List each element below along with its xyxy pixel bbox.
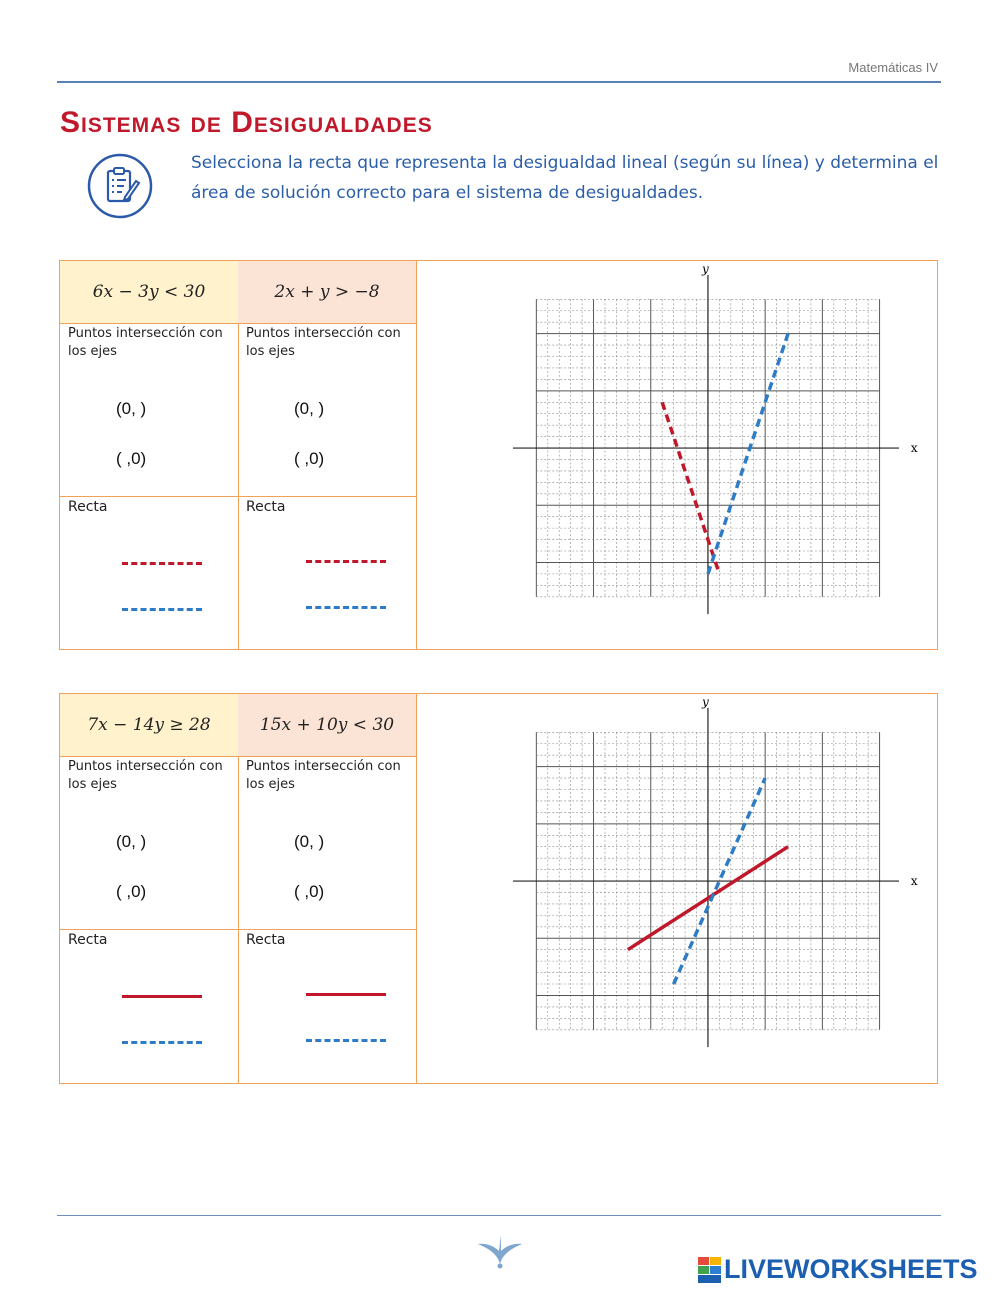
line-choice-cell xyxy=(60,929,238,1083)
footer-rule xyxy=(57,1215,941,1216)
line-choice-cell xyxy=(238,496,416,649)
red-dashed-graph-line xyxy=(662,402,719,574)
line-choice-cell xyxy=(60,496,238,649)
blue-dashed-line-option[interactable] xyxy=(306,1039,386,1042)
clipboard-checklist-icon xyxy=(84,151,156,221)
bird-logo-icon xyxy=(470,1230,530,1270)
line-choice-label: Recta xyxy=(68,932,108,948)
coordinate-graph[interactable] xyxy=(460,261,938,649)
line-choice-cell xyxy=(238,929,416,1083)
y-intercept-answer[interactable]: (0, ) xyxy=(116,832,147,851)
x-axis-label: x xyxy=(910,874,918,889)
exercise-2 xyxy=(59,693,938,1084)
inequality-column-1 xyxy=(60,694,239,1083)
liveworksheets-logo-icon xyxy=(698,1257,722,1283)
x-intercept-answer[interactable]: ( ,0) xyxy=(116,449,147,468)
y-intercept-answer[interactable]: (0, ) xyxy=(294,832,325,851)
intercepts-cell xyxy=(238,323,416,497)
blue-dashed-graph-line xyxy=(708,334,788,574)
x-axis-label: x xyxy=(910,441,918,456)
y-intercept-answer[interactable]: (0, ) xyxy=(294,399,325,418)
inequality-1: 7x − 14y ≥ 28 xyxy=(60,694,238,757)
x-intercept-answer[interactable]: ( ,0) xyxy=(294,449,325,468)
red-dashed-line-option[interactable] xyxy=(306,560,386,563)
intercepts-label: Puntos intersección con los ejes xyxy=(246,326,401,359)
intercepts-label: Puntos intersección con los ejes xyxy=(246,759,401,792)
blue-dashed-line-option[interactable] xyxy=(122,608,202,611)
inequality-1: 6x − 3y < 30 xyxy=(60,261,238,324)
line-choice-label: Recta xyxy=(246,499,286,515)
y-axis-label: y xyxy=(701,261,709,276)
red-dashed-line-option[interactable] xyxy=(122,562,202,565)
inequality-column-2 xyxy=(238,261,417,649)
intercepts-cell xyxy=(60,323,238,497)
page-title: Sistemas de Desigualdades xyxy=(60,106,433,139)
y-axis-label: y xyxy=(701,694,709,709)
x-intercept-answer[interactable]: ( ,0) xyxy=(294,882,325,901)
instructions-text: Selecciona la recta que representa la desigualdad lineal (según su línea) y determina el área de solución correcto para el sistema de desigualdades. xyxy=(191,153,939,203)
header-subject: Matemáticas IV xyxy=(848,60,938,75)
brand-name: LIVEWORKSHEETS xyxy=(724,1254,978,1284)
header-rule xyxy=(57,81,941,83)
intercepts-label: Puntos intersección con los ejes xyxy=(68,326,223,359)
blue-dashed-line-option[interactable] xyxy=(122,1041,202,1044)
intercepts-label: Puntos intersección con los ejes xyxy=(68,759,223,792)
exercise-1 xyxy=(59,260,938,650)
red-solid-line-option[interactable] xyxy=(306,993,386,996)
x-intercept-answer[interactable]: ( ,0) xyxy=(116,882,147,901)
inequality-column-2 xyxy=(238,694,417,1083)
coordinate-graph[interactable] xyxy=(460,694,938,1083)
inequality-2: 2x + y > −8 xyxy=(238,261,416,324)
inequality-2: 15x + 10y < 30 xyxy=(238,694,416,757)
blue-dashed-line-option[interactable] xyxy=(306,606,386,609)
intercepts-cell xyxy=(60,756,238,930)
y-intercept-answer[interactable]: (0, ) xyxy=(116,399,147,418)
red-solid-line-option[interactable] xyxy=(122,995,202,998)
brand-logo xyxy=(698,1254,978,1285)
line-choice-label: Recta xyxy=(68,499,108,515)
line-choice-label: Recta xyxy=(246,932,286,948)
inequality-column-1 xyxy=(60,261,239,649)
intercepts-cell xyxy=(238,756,416,930)
